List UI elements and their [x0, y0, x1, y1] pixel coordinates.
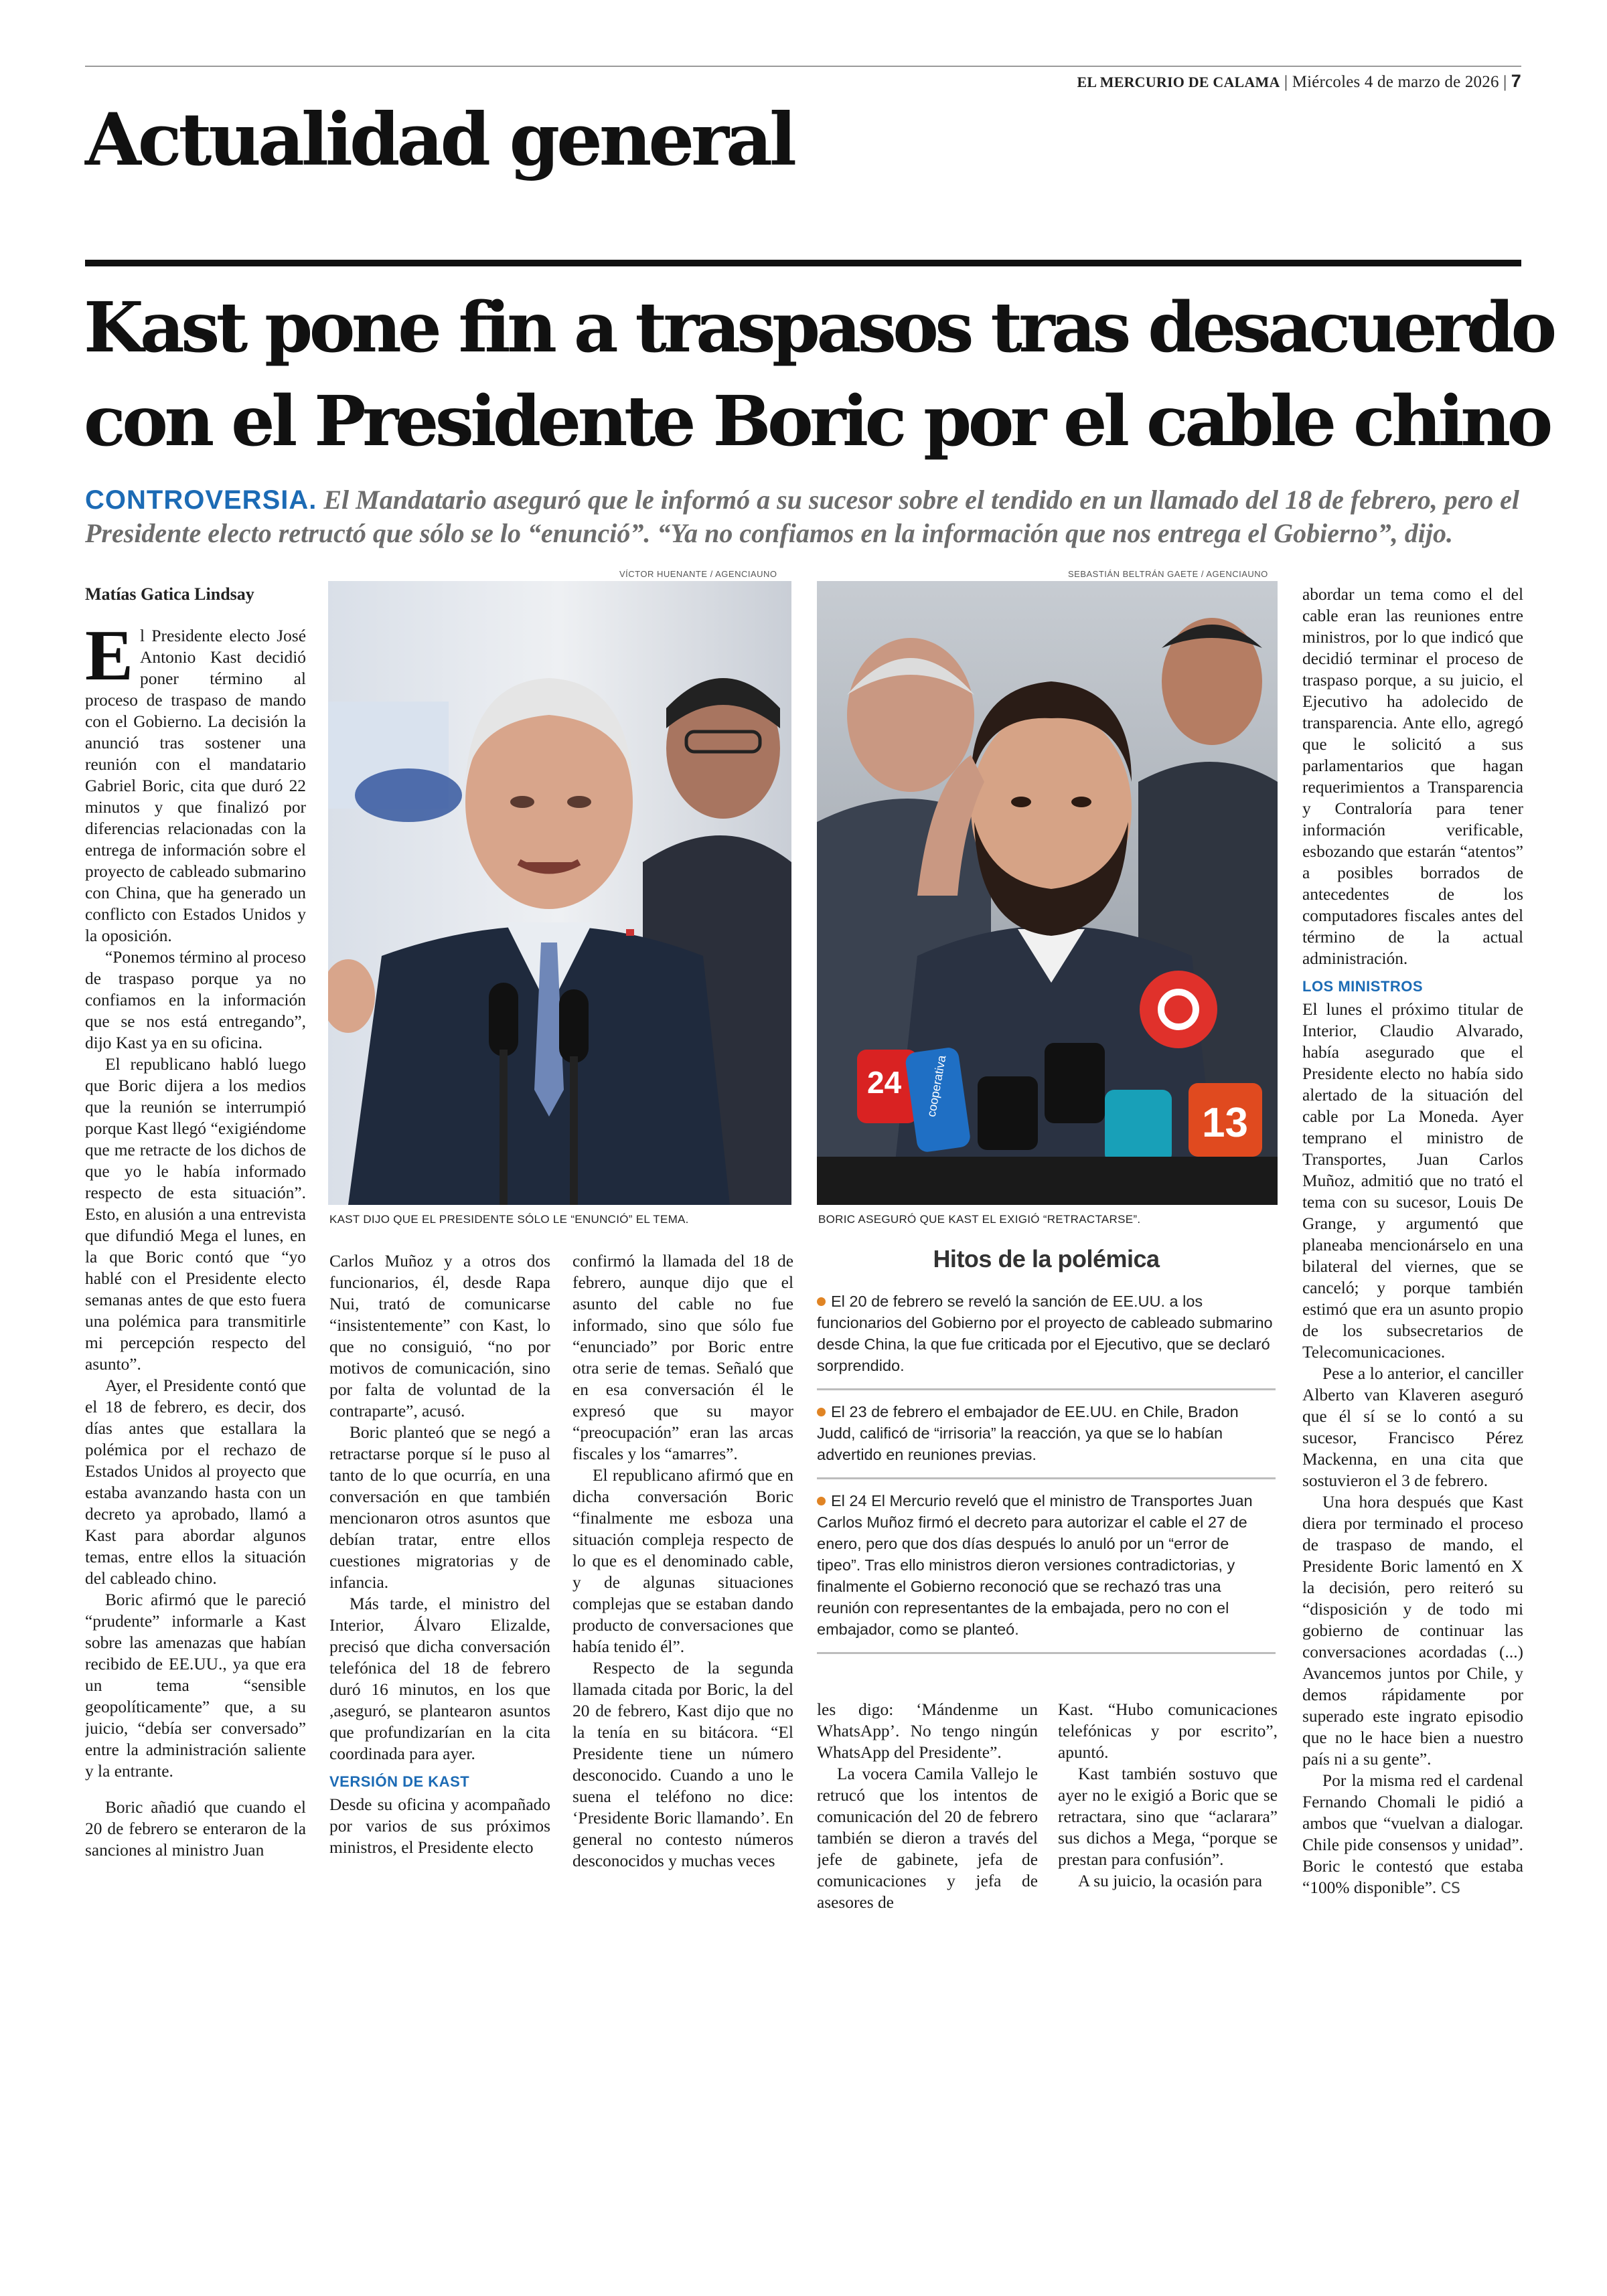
headline-line-1: Kast pone fin a traspasos tras desacuerdo: [84, 287, 1553, 368]
sidebar-timeline: [817, 1291, 1276, 1654]
paragraph: Boric planteó que se negó a retractarse porque sí le puso al tanto de lo que ocurría, en una conversación en que también mencionaron otros asuntos que debían tratar, entre ellos cuestiones migratorias y de infancia.: [329, 1423, 550, 1592]
byline: Matías Gatica Lindsay: [85, 584, 254, 604]
paragraph: abordar un tema como el del cable eran las reuniones entre ministros, por lo que indicó que decidió terminar el proceso de traspaso porque, a su juicio, el Ejecutivo ha adolecido de transparencia. Ante ello, agregó que le solicitó a sus parlamentarios que hagan requerimientos a Transparencia y Contraloría para tener información verificable, esbozando que estarán “atentos” a posibles borrados de antecedentes de los computadores fiscales antes del término de la actual administración.: [1302, 585, 1523, 968]
sidebar-title: Hitos de la polémica: [933, 1245, 1160, 1273]
headline-line-2: con el Presidente Boric por el cable chino: [84, 381, 1549, 462]
paragraph-text: l Presidente electo José Antonio Kast decidió poner término al proceso de traspaso de mando con el Gobierno. La decisión la anunció tras sostener una reunión con el mandatario Gabriel Boric, cita que duró 22 minutos y que finalizó por diferencias relacionadas con la entrega de información sobre el proyecto de cableado submarino con China, que ha generado un conflicto con Estados Unidos y la oposición.: [85, 627, 306, 945]
article-column-4: [817, 1699, 1038, 1913]
paragraph: “Ponemos término al proceso de traspaso porque ya no confiamos en la información que se nos está entregando”, dijo Kast ya en su oficina.: [85, 948, 306, 1052]
publication-name: EL MERCURIO DE CALAMA: [1077, 74, 1280, 90]
photo-caption: KAST DIJO QUE EL PRESIDENTE SÓLO LE “ENUNCIÓ” EL TEMA.: [329, 1213, 689, 1226]
photo-boric: [817, 581, 1278, 1205]
mic-label-13: 13: [1202, 1100, 1248, 1146]
paragraph: confirmó la llamada del 18 de febrero, aunque dijo que el asunto del cable no fue informado, sino que sólo fue “enunciado” por Boric entre otra serie de temas. Señaló que en esa conversación él le expresó que su mayor “preocupación” eran las arcas fiscales y los “amarres”.: [572, 1252, 793, 1463]
timeline-item: [817, 1401, 1276, 1465]
timeline-separator: [817, 1477, 1276, 1479]
mic-label-24: 24: [867, 1065, 902, 1100]
subhead-version-de-kast: VERSIÓN DE KAST: [329, 1773, 470, 1790]
timeline-separator: [817, 1388, 1276, 1390]
paragraph: Pese a lo anterior, el canciller Alberto van Klaveren aseguró que él sí se lo contó a su sucesor, Francisco Pérez Mackenna, en una cita que sostuvieron el 3 de febrero.: [1302, 1364, 1523, 1490]
photo-credit: SEBASTIÁN BELTRÁN GAETE / AGENCIAUNO: [1068, 569, 1268, 579]
paragraph: Kast. “Hubo comunicaciones telefónicas y por escrito”, apuntó.: [1058, 1700, 1278, 1762]
paragraph: [85, 616, 306, 947]
timeline-text: El 20 de febrero se reveló la sanción de EE.UU. a los funcionarios del Gobierno por el proyecto de cableado submarino desde China, la que fue criticada por el Ejecutivo, que se declaró sorprendido.: [817, 1293, 1273, 1374]
paragraph-text: Por la misma red el cardenal Fernando Chomali le pidió a ambos que “vuelvan a dialogar. Chile pide consensos y unidad”. Boric le contestó que estaba “100% disponible”.: [1302, 1771, 1523, 1897]
paragraph: La vocera Camila Vallejo le retrucó que los intentos de comunicación del 20 de febrero también se dieron a través del jefe de gabinete, jefa de comunicaciones y jefa de asesores de: [817, 1765, 1038, 1912]
deck-text: El Mandatario aseguró que le informó a su sucesor sobre el tendido en un llamado del 18 de febrero, pero el Presidente electo retructó que sólo se lo “enunció”. “Ya no confiamos en la información que nos entrega el Gobierno”, dijo.: [85, 485, 1519, 548]
paragraph: Desde su oficina y acompañado por varios de sus próximos ministros, el Presidente electo: [329, 1795, 550, 1857]
top-rule: [85, 66, 1521, 67]
masthead-separator: |: [1284, 73, 1292, 91]
article-column-2: [329, 1250, 550, 1906]
article-column-1: [85, 584, 306, 1909]
timeline-item: [817, 1490, 1276, 1640]
paragraph: [1302, 1770, 1523, 1900]
masthead-separator: |: [1503, 73, 1511, 91]
timeline-separator: [817, 1652, 1276, 1654]
drop-cap: E: [85, 616, 134, 695]
bullet-icon: [817, 1297, 826, 1306]
masthead: [1077, 71, 1521, 92]
article-column-6: [1302, 584, 1523, 1916]
paragraph: les digo: ‘Mándenme un WhatsApp’. No tengo ningún WhatsApp del Presidente”.: [817, 1700, 1038, 1762]
paragraph: Boric afirmó que le pareció “prudente” informarle a Kast sobre las amenazas que habían recibido de EE.UU., ya que era un tema “sensible geopolíticamente” que, a su juicio, “debía ser conversado” entre la administración saliente y la entrante.: [85, 1590, 306, 1781]
paragraph: El republicano afirmó que en dicha conversación Boric “finalmente me esboza una situación compleja respecto de lo que es el denominado cable, y de algunas situaciones complejas que se estaban dando producto de conversaciones que había tenido él”.: [572, 1466, 793, 1656]
photo-kast-illustration: [328, 581, 791, 1205]
section-title: Actualidad general: [85, 98, 793, 182]
paragraph: Una hora después que Kast diera por terminado el proceso de traspaso de mando, el Presidente Boric lamentó en X la decisión, pero reiteró su “disposición y de todo mi gobierno de continuar las conversaciones acordadas (...) Avancemos juntos por Chile, y demos rápidamente por superado este ingrato episodio que no le hace bien a nuestro país ni a su gente”.: [1302, 1493, 1523, 1769]
bullet-icon: [817, 1497, 826, 1505]
mic-label-cooperativa: cooperativa: [924, 1054, 949, 1119]
bullet-icon: [817, 1408, 826, 1416]
headline: [84, 281, 1553, 469]
paragraph: Kast también sostuvo que ayer no le exigió a Boric que se retractara, sino que “aclarara” sus dichos a Mega, “porque se prestan para confusión”.: [1058, 1765, 1278, 1869]
timeline-text: El 24 El Mercurio reveló que el ministro de Transportes Juan Carlos Muñoz firmó el decreto para autorizar el cable el 27 de enero, pero que dos días después lo anuló por un “error de tipeo”. Tras ello ministros dieron versiones contradictorias, y finalmente el Gobierno reconoció que se rechazó tras una reunión con representantes de la embajada, pero no con el embajador, como se planteó.: [817, 1492, 1253, 1638]
paragraph: El republicano habló luego que Boric dijera a los medios que la reunión se interrumpió porque Kast llegó “exigiéndome que me retracte de los dichos de que yo le había informado respecto de esta situación”. Esto, en alusión a una entrevista que difundió Mega el lunes, en la que Boric contó que “yo hablé con el Presidente electo semanas antes de que esto fuera una polémica para transmitirle mi percepción respecto del asunto”.: [85, 1055, 306, 1374]
page-number: 7: [1511, 71, 1521, 91]
timeline-text: El 23 de febrero el embajador de EE.UU. en Chile, Bradon Judd, calificó de “irrisoria” la reacción, ya que se lo habían advertido en reuniones previas.: [817, 1403, 1239, 1463]
timeline-item: [817, 1291, 1276, 1376]
paragraph: Ayer, el Presidente contó que el 18 de febrero, es decir, dos días antes que estallara la polémica por el rechazo de Estados Unidos al proyecto que estaba avanzando hasta con un decreto ya aprobado, llamó a Kast para abordar algunos temas, entre ellos la situación del cableado chino.: [85, 1376, 306, 1588]
paragraph: A su juicio, la ocasión para: [1078, 1872, 1262, 1890]
photo-credit: VÍCTOR HUENANTE / AGENCIAUNO: [619, 569, 777, 579]
paragraph: Más tarde, el ministro del Interior, Álvaro Elizalde, precisó que dicha conversación telefónica del 18 de febrero duró 16 minutos, en los que ,aseguró, se plantearon asuntos que profundizarían en la cita coordinada para ayer.: [329, 1594, 550, 1763]
paragraph: Boric añadió que cuando el 20 de febrero se enteraron de la sanciones al ministro Juan: [85, 1798, 306, 1860]
paragraph: El lunes el próximo titular de Interior, Claudio Alvarado, había asegurado que el Presidente electo no había sido alertado de la situación del cable por La Moneda. Ayer temprano el ministro de Transportes, Juan Carlos Muñoz, admitió que no trató el tema con su sucesor, Louis De Grange, y argumentó que planeaba mencionárselo en una bilateral del viernes, que se canceló; y porque también estimó que era un asunto propio de los subsecretarios de Telecomunicaciones.: [1302, 1000, 1523, 1362]
article-column-5: [1058, 1699, 1278, 1913]
deck: [85, 483, 1531, 550]
issue-date: Miércoles 4 de marzo de 2026: [1292, 73, 1499, 91]
photo-boric-illustration: [817, 581, 1278, 1205]
paragraph: Respecto de la segunda llamada citada por Boric, la del 20 de febrero, Kast dijo que no la tenía en su bitácora. “El Presidente tiene un número desconocido. Cuando a uno le suena el teléfono no dice: ‘Presidente Boric llamando’. En general no contesto números desconocidos y muchas veces: [572, 1659, 793, 1870]
paragraph: Carlos Muñoz y a otros dos funcionarios, él, desde Rapa Nui, trató de comunicarse “insistentemente” con Kast, lo que no consiguió, “no por motivos de comunicación, sino por falta de voluntad de la contraparte”, acusó.: [329, 1252, 550, 1420]
deck-tag: CONTROVERSIA.: [85, 485, 317, 515]
subhead-los-ministros: LOS MINISTROS: [1302, 978, 1424, 995]
article-column-3: [572, 1250, 793, 1906]
end-mark-icon: CS: [1440, 1880, 1460, 1897]
section-rule: [85, 260, 1521, 266]
photo-kast: [328, 581, 791, 1205]
photo-caption: BORIC ASEGURÓ QUE KAST EL EXIGIÓ “RETRACTARSE”.: [818, 1213, 1141, 1226]
